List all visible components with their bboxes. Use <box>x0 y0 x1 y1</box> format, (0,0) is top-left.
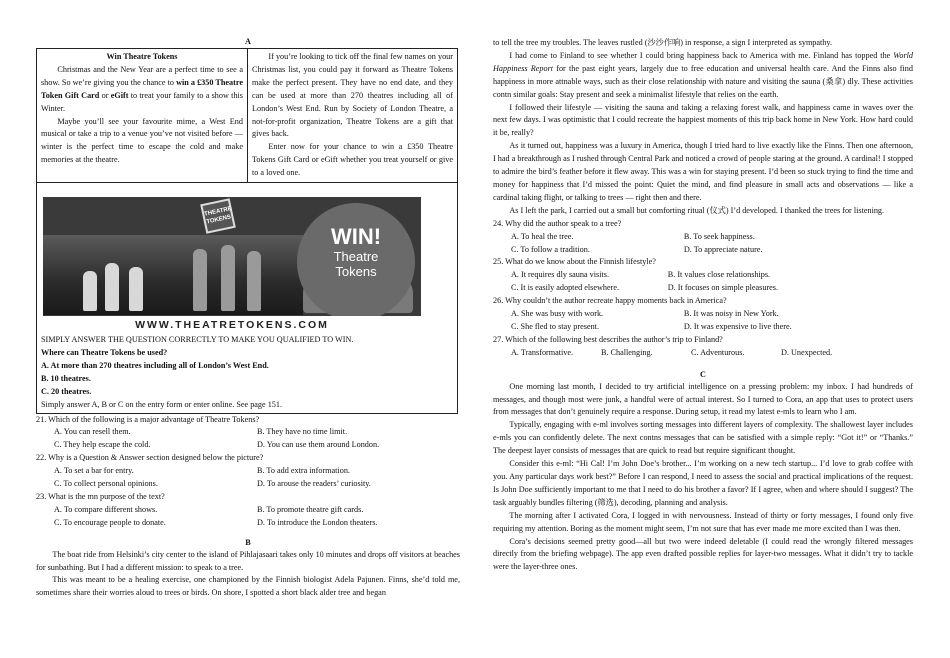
ad-text-row <box>37 49 457 183</box>
performer-figure <box>129 267 143 311</box>
passage-b-paragraph: As I left the park, I carried out a small but comforting ritual (仪式) I’d developed. I thanked the trees for listening. <box>509 205 885 215</box>
stage-photo <box>43 235 303 315</box>
option: C. It is easily adopted elsewhere. <box>511 283 619 293</box>
quiz-intro: SIMPLY ANSWER THE QUESTION CORRECTLY TO MAKE YOU QUALIFIED TO WIN. <box>41 335 354 345</box>
questions-24-27 <box>493 218 913 360</box>
passage-b-paragraph: As it turned out, happiness was a luxury in America, though I tried hard to live exactly like the Finns. Then one afternoon, I had a breakthrough as I rushed through Central Park and noticed a crowd of people staring at the ground. A cardinal! I stopped to admire the bird’s feather before it flew away. This was a win for staying present. I’d been so stuck trying to find the time and money for happiness that I’d missed the point: Quiet the mind, and find pleasure in small acts and observations — like a cardinal taking flight, or talking to trees — right then and there. <box>493 141 913 202</box>
passage-b-paragraph: I followed their lifestyle — visiting the sauna and taking a relaxing forest walk, and happiness came in waves over the next few days. I was optimistic that I could recreate the happiest moments of this trip back home in New York. How hard could it be, really? <box>493 102 913 138</box>
option: D. It was expensive to live there. <box>683 321 792 331</box>
options <box>493 231 913 257</box>
passage-c-paragraph: The morning after I activated Cora, I logged in with nervousness. Instead of thirty or forty messages, I found only five requiring my attention. Boring as the moment might seem, I’m not sure that has ever made me more excited than I was then. <box>493 510 913 533</box>
option: D. To introduce the London theaters. <box>257 517 378 527</box>
passage-b-paragraph: This was meant to be a healing exercise, one championed by the Finnish biologist Adela Pajunen. Finns, she’d told me, sometimes share their worries aloud to trees or birds. On shore, I spotted a short black alder tree and began <box>36 575 460 598</box>
option: D. You can use them around London. <box>257 440 380 450</box>
ad-title: Win Theatre Tokens <box>106 52 178 61</box>
ad-right-paragraph-1: If you’re looking to tick off the final few names on your Christmas list, you could pay it forward as Theatre Tokens make the perfect present. They have no end date, and they can be used at more than 270 theatres including all of London’s West End. Run by Society of London Theatre, a not-for-profit organization, Theatre Tokens are a gift that gives back. <box>252 52 453 139</box>
win-circle <box>297 203 415 321</box>
quiz-option-a: A. At more than 270 theatres including all of London’s West End. <box>41 360 269 370</box>
question: 21. Which of the following is a major advantage of Theatre Tokens? <box>36 414 260 424</box>
ad-text-left <box>37 49 247 182</box>
option: D. It focuses on simple pleasures. <box>667 283 779 293</box>
option: D. Unexpected. <box>781 347 833 357</box>
passage-c-paragraph: Cora’s decisions seemed pretty good—all but two were indeed deletable (I could read the wrongly filtered messages directly from the briefing webpage). The app even drafted possible replies for layer-two messages. What it didn’t try to tackle were the layer-three ones. <box>493 536 913 572</box>
performer-figure <box>247 251 261 311</box>
quiz-option-b: B. 10 theatres. <box>41 373 91 383</box>
option: B. To add extra information. <box>257 466 350 476</box>
performer-figure <box>83 271 97 311</box>
question: 26. Why couldn’t the author recreate happy moments back in America? <box>493 296 727 306</box>
section-a-heading: A <box>245 37 251 46</box>
option: B. To promote theatre gift cards. <box>257 504 364 514</box>
ad-image-area <box>37 183 457 334</box>
question: 27. Which of the following best describes the author’s trip to Finland? <box>493 334 723 344</box>
question: 25. What do we know about the Finnish lifestyle? <box>493 257 656 267</box>
option: D. To appreciate nature. <box>683 244 763 254</box>
quiz-block <box>37 334 457 412</box>
passage-b-paragraph: to tell the tree my troubles. The leaves rustled (沙沙作响) in response, a sign I interpreted as sympathy. <box>493 38 833 47</box>
theatre-tokens-ad-image <box>43 197 421 334</box>
option: B. It values close relationships. <box>667 270 771 280</box>
option: C. To encourage people to donate. <box>54 517 166 527</box>
option: B. Challenging. <box>601 347 653 357</box>
passage-b-paragraph: The boat ride from Helsinki’s city center to the island of Pihlajasaari takes only 10 minutes and drops off visitors at beaches for sunbathing. But I had a different mission: to speak to a tree. <box>36 549 460 572</box>
option: A. Transformative. <box>511 347 574 357</box>
option: D. To arouse the readers’ curiosity. <box>257 479 371 489</box>
options <box>493 308 913 334</box>
option: B. They have no time limit. <box>257 427 348 437</box>
question: 24. Why did the author speak to a tree? <box>493 218 622 228</box>
option: B. It was noisy in New York. <box>683 309 779 319</box>
options <box>36 504 460 530</box>
option: C. They help escape the cold. <box>54 440 151 450</box>
options <box>36 426 460 452</box>
performer-figure <box>221 245 235 311</box>
left-column <box>36 36 460 600</box>
ad-right-paragraph-2: Enter now for your chance to win a £350 Theatre Tokens Gift Card or eGift whether you treat yourself or give to a loved one. <box>252 142 453 178</box>
question: 23. What is the mn purpose of the text? <box>36 491 165 501</box>
ad-left-paragraph-2: Maybe you’ll see your favourite mime, a West End musical or take a trip to a venue you’ve not visited before — winter is the perfect time to escape the cold and make memories at the theatre. <box>41 116 243 165</box>
section-b-heading: B <box>245 537 251 547</box>
option: C. Adventurous. <box>691 347 745 357</box>
option: C. She fled to stay present. <box>511 321 599 331</box>
win-text: WIN! <box>330 224 382 250</box>
ad-box <box>36 48 458 414</box>
section-c-heading: C <box>700 369 706 379</box>
option: A. You can resell them. <box>54 427 131 437</box>
option: A. To heal the tree. <box>511 231 574 241</box>
performer-figure <box>193 249 207 311</box>
options <box>493 269 913 295</box>
option: B. To seek happiness. <box>683 231 755 241</box>
option: C. To follow a tradition. <box>511 244 590 254</box>
questions-21-23 <box>36 414 460 530</box>
options <box>493 347 871 360</box>
passage-c-paragraph: Typically, engaging with e-ml involves sorting messages into different layers of complexity. The shallowest layer includes e-mls you can confidently delete. The next contns messages that can be satisfied with a simple reply: “Got it!” or “Thanks.” The deepest layer consists of messages that are quick to read but require significant thought. <box>493 420 913 456</box>
ad-left-paragraph-1: Christmas and the New Year are a perfect time to see a show. So we’re giving you the chance to win a £350 Theatre Token Gift Card or eGift to treat your family to a show this Winter. <box>41 64 243 113</box>
passage-b-paragraph: I had come to Finland to see whether I could bring happiness back to America with me. Finland has topped the World Happiness Report for the past eight years, largely due to free education and universal health care. And the Finns also find happiness in more attnable ways, such as their close relationship with nature and visiting the sauna (桑拿) dly. These activities contn similar goals: Stay present and seek a minimalist lifestyle that relies on the earth. <box>493 50 913 99</box>
right-column <box>493 37 913 574</box>
passage-c-paragraph: One morning last month, I decided to try artificial intelligence on a pressing problem: my inbox. I had hundreds of messages, and though most were junk, a handful were of actual interest. So I turned to Cora, an app that uses to protect users from messages that don’t genuinely require a response. During setup, it read my latest e-mls to learn who I am. <box>493 381 913 417</box>
theatre-tokens-logo: THEATRE TOKENS <box>200 198 236 234</box>
option: A. It requires dly sauna visits. <box>511 270 610 280</box>
question: 22. Why is a Question & Answer section designed below the picture? <box>36 453 264 463</box>
option: A. She was busy with work. <box>511 309 604 319</box>
options <box>36 465 460 491</box>
win-subtitle-1: Theatre <box>333 249 379 265</box>
ad-url: WWW.THEATRETOKENS.COM <box>43 316 421 334</box>
option: A. To compare different shows. <box>54 504 158 514</box>
option: A. To set a bar for entry. <box>54 466 134 476</box>
performer-figure <box>105 263 119 311</box>
option: C. To collect personal opinions. <box>54 479 158 489</box>
ad-text-right <box>247 49 457 182</box>
win-subtitle-2: Tokens <box>335 264 377 280</box>
quiz-note: Simply answer A, B or C on the entry form or enter online. See page 151. <box>41 399 283 409</box>
quiz-option-c: C. 20 theatres. <box>41 386 92 396</box>
passage-c-paragraph: Consider this e-ml: “Hi Cal! I’m John Doe’s brother... I’m working on a new tech startup... I’d love to grab coffee with you. Any particular days work best?” Before I can respond, I need to assess the social and practical implications of the request. Is John Doe sufficiently important to me that I need to do his brother a favor? If I agree, when and where should I suggest? The task arguably bundles filtering (筛选), decoding, planning and analysis. <box>493 459 913 507</box>
quiz-question: Where can Theatre Tokens be used? <box>41 347 168 357</box>
